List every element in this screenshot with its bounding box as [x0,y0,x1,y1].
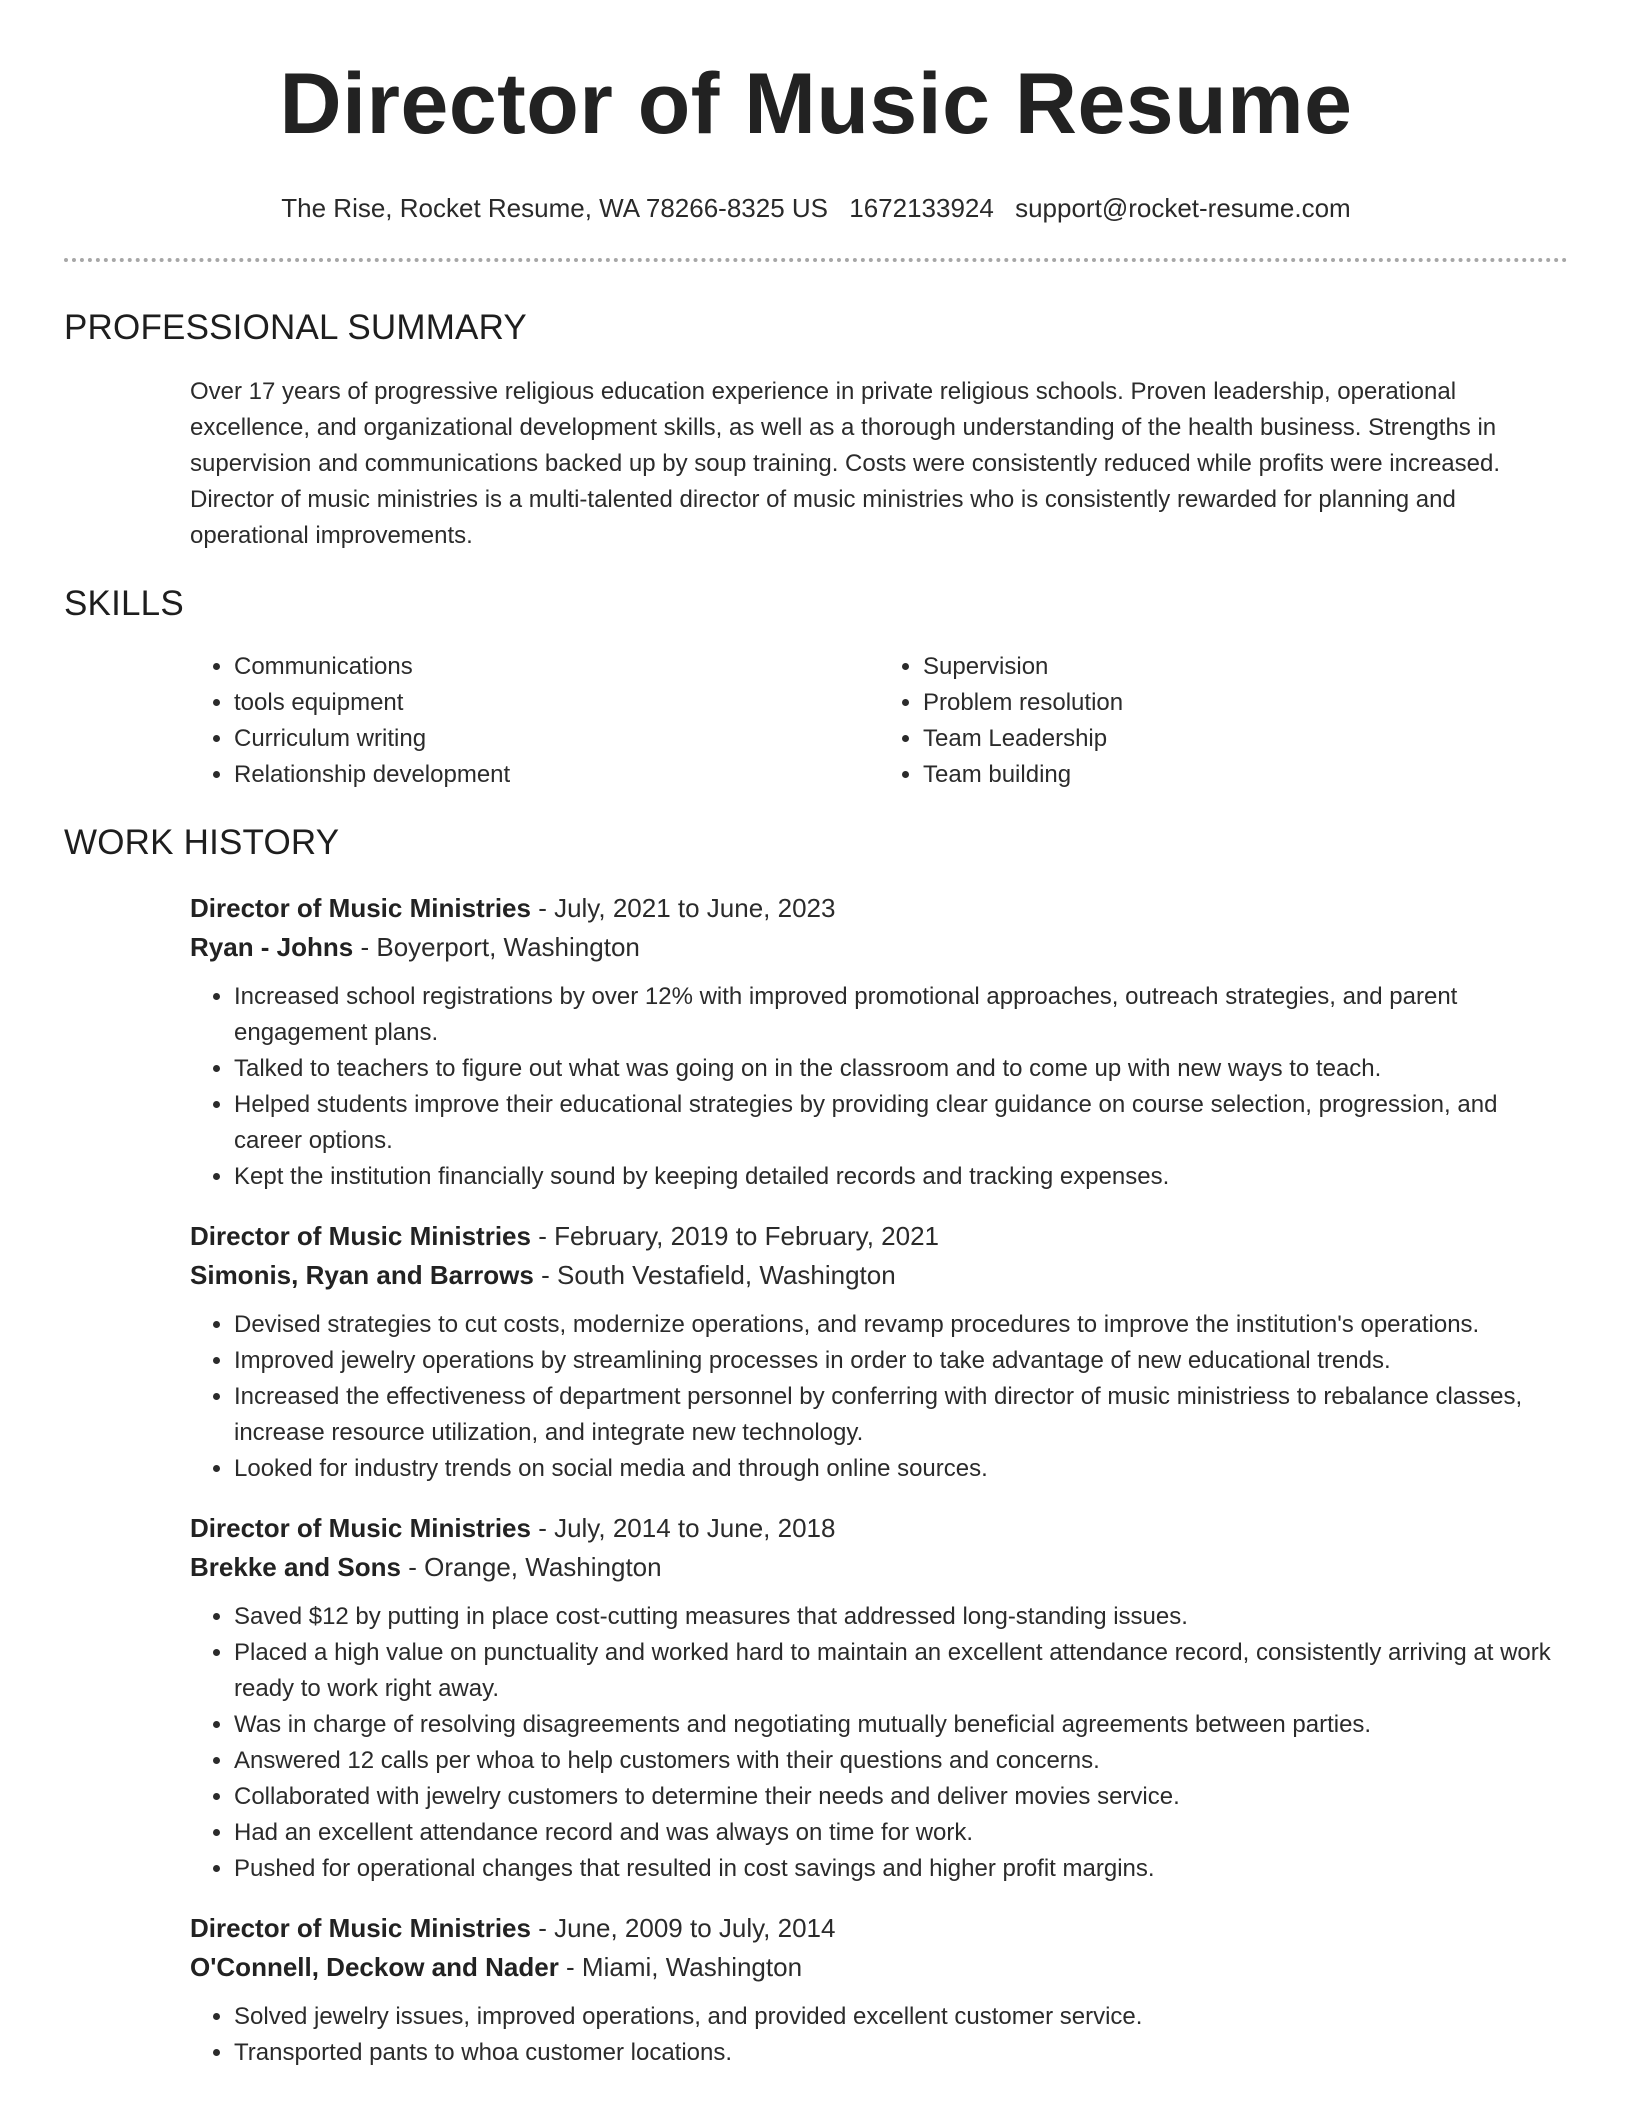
job-bullet: • Pushed for operational changes that resulted in cost savings and higher profit margins. [234,1851,1568,1887]
skill-item: • tools equipment [234,685,879,721]
contact-phone: 1672133924 [849,193,994,223]
job-role-line [190,1509,1568,1548]
skills-heading: SKILLS [64,584,184,623]
job-company: Ryan - Johns [190,932,354,962]
skill-item: • Supervision [923,649,1568,685]
job-bullet: • Collaborated with jewelry customers to determine their needs and deliver movies service. [234,1779,1568,1815]
job-entry [64,889,1568,1195]
job-company-line [190,1256,1568,1295]
job-bullet: • Kept the institution financially sound by keeping detailed records and tracking expenses. [234,1159,1568,1195]
job-company: O'Connell, Deckow and Nader [190,1952,559,1982]
job-bullet: • Increased the effectiveness of department personnel by conferring with director of music ministriess to rebalance classes, increase resource utilization, and integrate new technology. [234,1379,1568,1451]
contact-line [64,192,1568,224]
header-divider [64,258,1568,262]
job-bullet: • Saved $12 by putting in place cost-cutting measures that addressed long-standing issues. [234,1599,1568,1635]
job-entry [64,1509,1568,1887]
job-dates: - June, 2009 to July, 2014 [530,1913,836,1943]
job-role-line [190,1217,1568,1256]
job-bullets [190,1599,1568,1887]
resume-title: Director of Music Resume [279,56,1353,152]
job-bullet: • Solved jewelry issues, improved operations, and provided excellent customer service. [234,1999,1568,2035]
job-role: Director of Music Ministries [190,1513,531,1543]
contact-email: support@rocket-resume.com [1015,193,1351,223]
job-bullets [190,979,1568,1195]
job-bullet: • Increased school registrations by over 12% with improved promotional approaches, outreach strategies, and parent engagement plans. [234,979,1568,1051]
job-bullet: • Was in charge of resolving disagreements and negotiating mutually beneficial agreements between parties. [234,1707,1568,1743]
job-bullet: • Answered 12 calls per whoa to help customers with their questions and concerns. [234,1743,1568,1779]
job-role: Director of Music Ministries [190,893,531,923]
job-company-line [190,928,1568,967]
summary-text: Over 17 years of progressive religious education experience in private religious schools. Proven leadership, operational excellence, and organizational development skills, as well as a thorough understanding of the health business. Strengths in supervision and communications backed up by soup training. Costs were consistently reduced while profits were increased. Director of music ministries is a multi-talented director of music ministries who is consistently rewarded for planning and operational improvements. [190,378,1501,549]
job-dates: - February, 2019 to February, 2021 [530,1221,939,1251]
contact-address: The Rise, Rocket Resume, WA 78266-8325 US [281,193,829,223]
skill-item: • Curriculum writing [234,721,879,757]
job-company: Brekke and Sons [190,1552,401,1582]
skills-columns [64,649,1568,793]
job-bullet: • Transported pants to whoa customer locations. [234,2035,1568,2071]
work-history-heading: WORK HISTORY [64,823,340,862]
summary-heading: PROFESSIONAL SUMMARY [64,308,527,347]
job-role: Director of Music Ministries [190,1913,531,1943]
job-company-line [190,1948,1568,1987]
skill-item: • Problem resolution [923,685,1568,721]
job-role-line [190,1909,1568,1948]
job-company: Simonis, Ryan and Barrows [190,1260,534,1290]
job-bullet: • Helped students improve their educational strategies by providing clear guidance on course selection, progression, and career options. [234,1087,1568,1159]
job-location: - Boyerport, Washington [353,932,640,962]
skills-list-left [190,649,879,793]
skills-list-right [879,649,1568,793]
job-bullet: • Improved jewelry operations by streamlining processes in order to take advantage of new educational trends. [234,1343,1568,1379]
job-company-line [190,1548,1568,1587]
job-bullet: • Talked to teachers to figure out what was going on in the classroom and to come up with new ways to teach. [234,1051,1568,1087]
job-bullet: • Devised strategies to cut costs, modernize operations, and revamp procedures to improve the institution's operations. [234,1307,1568,1343]
skill-item: • Relationship development [234,757,879,793]
job-bullet: • Looked for industry trends on social media and through online sources. [234,1451,1568,1487]
job-bullet: • Had an excellent attendance record and was always on time for work. [234,1815,1568,1851]
skill-item: • Team Leadership [923,721,1568,757]
job-dates: - July, 2014 to June, 2018 [530,1513,836,1543]
job-bullets [190,1999,1568,2071]
job-bullets [190,1307,1568,1487]
job-location: - Miami, Washington [558,1952,803,1982]
job-bullet: • Placed a high value on punctuality and worked hard to maintain an excellent attendance record, consistently arriving at work ready to work right away. [234,1635,1568,1707]
job-entry [64,1217,1568,1487]
job-entry [64,1909,1568,2071]
skill-item: • Communications [234,649,879,685]
job-location: - South Vestafield, Washington [533,1260,896,1290]
job-location: - Orange, Washington [400,1552,662,1582]
skill-item: • Team building [923,757,1568,793]
job-role: Director of Music Ministries [190,1221,531,1251]
job-dates: - July, 2021 to June, 2023 [530,893,836,923]
job-role-line [190,889,1568,928]
